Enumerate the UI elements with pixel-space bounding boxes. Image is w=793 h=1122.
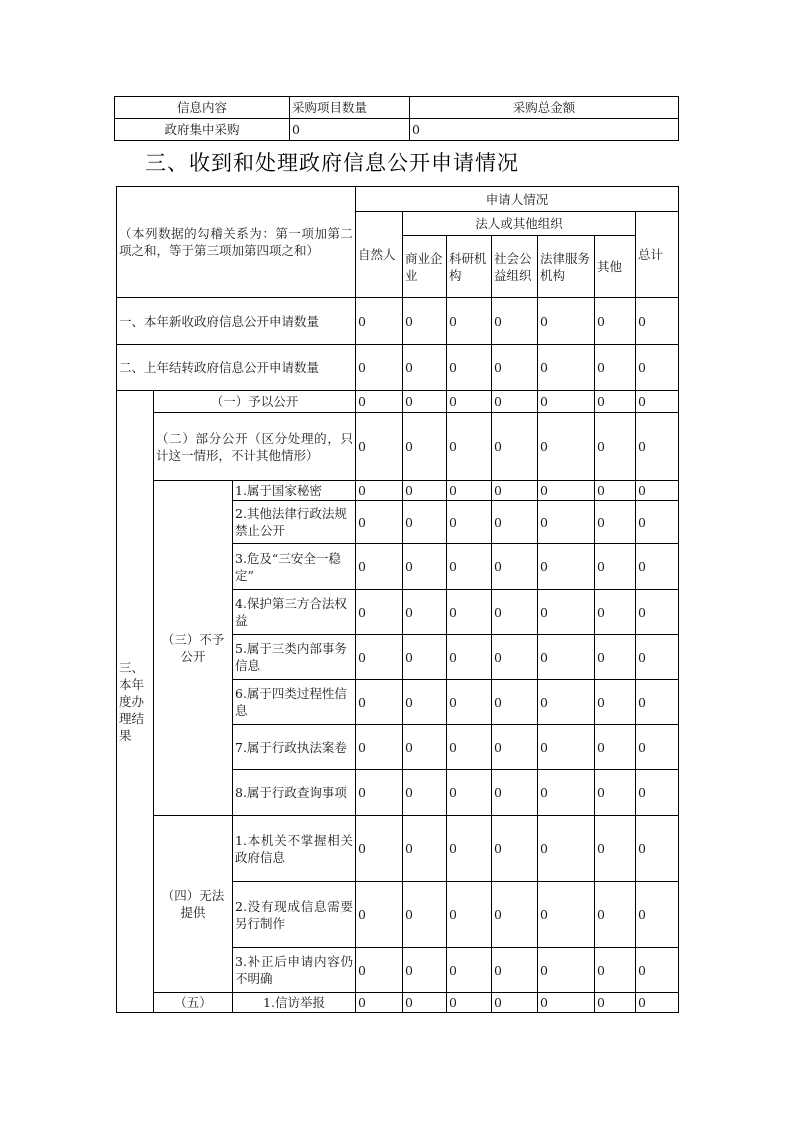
table-row: [117, 345, 679, 391]
cell-value: 0: [492, 413, 538, 481]
cell-value: 0: [538, 882, 595, 948]
cell-value: 0: [636, 298, 679, 345]
unable-reason: 1.本机关不掌握相关政府信息: [233, 816, 356, 882]
not-public-reason: 2.其他法律行政法规禁止公开: [233, 501, 356, 544]
not-public-reason: 6.属于四类过程性信息: [233, 680, 356, 725]
cell-value: 0: [538, 413, 595, 481]
table-row: [117, 816, 679, 882]
not-public-reason: 5.属于三类内部事务信息: [233, 635, 356, 680]
cell-value: 0: [538, 770, 595, 816]
cell-value: 0: [447, 635, 492, 680]
section3-label: 三、本年度办理结果: [117, 391, 154, 1013]
cell-value: 0: [356, 770, 403, 816]
table-row: [117, 391, 679, 413]
five-reason: 1.信访举报: [233, 993, 356, 1013]
cell-value: 0: [636, 481, 679, 501]
application-stats-table: [116, 186, 679, 1013]
cell-value: 0: [636, 501, 679, 544]
cell-value: 0: [636, 882, 679, 948]
cell-value: 0: [636, 413, 679, 481]
cell-value: 0: [595, 680, 636, 725]
cell-value: 0: [447, 590, 492, 635]
cell-value: 0: [538, 816, 595, 882]
cell-value: 0: [403, 816, 447, 882]
row-label-prev: 二、上年结转政府信息公开申请数量: [117, 345, 356, 391]
cell-value: 0: [403, 590, 447, 635]
cell-value: 0: [447, 481, 492, 501]
col-legal-service: 法律服务机构: [538, 236, 595, 298]
cell-value: 0: [447, 948, 492, 993]
cell-value: 0: [595, 391, 636, 413]
cell-value: 0: [636, 770, 679, 816]
cell-value: 0: [356, 725, 403, 770]
row-label-not-public: （三）不予公开: [154, 481, 233, 816]
cell-value: 0: [595, 590, 636, 635]
cell-value: 0: [595, 948, 636, 993]
cell-value: 0: [636, 680, 679, 725]
cell-value: 0: [447, 391, 492, 413]
cell-value: 0: [447, 770, 492, 816]
cell-value: 0: [447, 345, 492, 391]
cell-value: 0: [403, 298, 447, 345]
row-label-new: 一、本年新收政府信息公开申请数量: [117, 298, 356, 345]
cell-value: 0: [356, 413, 403, 481]
cell-value: 0: [492, 882, 538, 948]
unable-reason: 2.没有现成信息需要另行制作: [233, 882, 356, 948]
cell-value: 0: [595, 635, 636, 680]
cell-value: 0: [492, 501, 538, 544]
summary-row-label: 政府集中采购: [115, 119, 290, 141]
cell-value: 0: [356, 680, 403, 725]
col-research: 科研机构: [447, 236, 492, 298]
not-public-reason: 4.保护第三方合法权益: [233, 590, 356, 635]
cell-value: 0: [636, 816, 679, 882]
cell-value: 0: [356, 948, 403, 993]
cell-value: 0: [538, 948, 595, 993]
col-other: 其他: [595, 236, 636, 298]
cell-value: 0: [636, 635, 679, 680]
cell-value: 0: [492, 725, 538, 770]
cell-value: 0: [356, 816, 403, 882]
cell-value: 0: [492, 635, 538, 680]
cell-value: 0: [447, 544, 492, 590]
cell-value: 0: [447, 882, 492, 948]
cell-value: 0: [403, 770, 447, 816]
cell-value: 0: [356, 481, 403, 501]
cell-value: 0: [403, 481, 447, 501]
applicant-header: 申请人情况: [356, 187, 679, 212]
cell-value: 0: [636, 725, 679, 770]
cell-value: 0: [538, 680, 595, 725]
cell-value: 0: [356, 501, 403, 544]
table-row: [117, 481, 679, 501]
summary-header-info: 信息内容: [115, 97, 290, 119]
cell-value: 0: [595, 882, 636, 948]
cell-value: 0: [595, 345, 636, 391]
cell-value: 0: [636, 590, 679, 635]
cell-value: 0: [595, 816, 636, 882]
cell-value: 0: [595, 993, 636, 1013]
row-label-partial: （二）部分公开（区分处理的，只计这一情形，不计其他情形）: [154, 413, 356, 481]
cell-value: 0: [595, 770, 636, 816]
header-row-1: [117, 187, 679, 212]
cell-value: 0: [356, 590, 403, 635]
cell-value: 0: [403, 345, 447, 391]
table-row: [117, 298, 679, 345]
unable-reason: 3.补正后申请内容仍不明确: [233, 948, 356, 993]
col-total: 总计: [636, 212, 679, 298]
cell-value: 0: [403, 993, 447, 1013]
cell-value: 0: [492, 816, 538, 882]
cell-value: 0: [356, 391, 403, 413]
cell-value: 0: [492, 391, 538, 413]
cell-value: 0: [492, 345, 538, 391]
cell-value: 0: [595, 501, 636, 544]
cell-value: 0: [538, 501, 595, 544]
summary-row: [115, 119, 679, 141]
cell-value: 0: [403, 501, 447, 544]
cell-value: 0: [595, 481, 636, 501]
cell-value: 0: [403, 680, 447, 725]
procurement-summary-table: [114, 96, 679, 141]
cell-value: 0: [492, 948, 538, 993]
cell-value: 0: [403, 725, 447, 770]
cell-value: 0: [447, 501, 492, 544]
cell-value: 0: [492, 481, 538, 501]
not-public-reason: 8.属于行政查询事项: [233, 770, 356, 816]
cell-value: 0: [538, 481, 595, 501]
cell-value: 0: [538, 635, 595, 680]
cell-value: 0: [403, 391, 447, 413]
cell-value: 0: [447, 680, 492, 725]
cell-value: 0: [538, 590, 595, 635]
cell-value: 0: [636, 993, 679, 1013]
table-row: [117, 413, 679, 481]
cell-value: 0: [356, 298, 403, 345]
cell-value: 0: [538, 298, 595, 345]
cell-value: 0: [595, 413, 636, 481]
cell-value: 0: [492, 544, 538, 590]
cell-value: 0: [492, 680, 538, 725]
legal-group-header: 法人或其他组织: [403, 212, 636, 236]
cell-value: 0: [356, 635, 403, 680]
cell-value: 0: [403, 413, 447, 481]
table-row: [117, 993, 679, 1013]
cell-value: 0: [447, 816, 492, 882]
summary-header-amount: 采购总金额: [410, 97, 679, 119]
cell-value: 0: [403, 948, 447, 993]
cell-value: 0: [356, 345, 403, 391]
section-title: 三、收到和处理政府信息公开申请情况: [145, 151, 519, 175]
not-public-reason: 7.属于行政执法案卷: [233, 725, 356, 770]
summary-header-count: 采购项目数量: [290, 97, 410, 119]
row-label-public: （一）予以公开: [154, 391, 356, 413]
cell-value: 0: [492, 993, 538, 1013]
cell-value: 0: [492, 298, 538, 345]
row-label-five: （五）: [154, 993, 233, 1013]
cell-value: 0: [636, 391, 679, 413]
cell-value: 0: [403, 635, 447, 680]
cell-value: 0: [447, 993, 492, 1013]
cell-value: 0: [492, 770, 538, 816]
cell-value: 0: [403, 544, 447, 590]
col-natural-person: 自然人: [356, 212, 403, 298]
summary-row-amount: 0: [410, 119, 679, 141]
row-label-unable: （四）无法提供: [154, 816, 233, 993]
cell-value: 0: [356, 882, 403, 948]
col-commercial: 商业企业: [403, 236, 447, 298]
cell-value: 0: [538, 544, 595, 590]
cell-value: 0: [538, 993, 595, 1013]
cell-value: 0: [447, 413, 492, 481]
cell-value: 0: [636, 345, 679, 391]
cell-value: 0: [447, 298, 492, 345]
cell-value: 0: [356, 993, 403, 1013]
cell-value: 0: [538, 345, 595, 391]
cell-value: 0: [595, 298, 636, 345]
cell-value: 0: [538, 391, 595, 413]
cell-value: 0: [595, 544, 636, 590]
cell-value: 0: [595, 725, 636, 770]
cell-value: 0: [356, 544, 403, 590]
cell-value: 0: [447, 725, 492, 770]
summary-row-count: 0: [290, 119, 410, 141]
cell-value: 0: [538, 725, 595, 770]
cell-value: 0: [492, 590, 538, 635]
not-public-reason: 1.属于国家秘密: [233, 481, 356, 501]
cell-value: 0: [403, 882, 447, 948]
not-public-reason: 3.危及“三安全一稳定”: [233, 544, 356, 590]
cell-value: 0: [636, 544, 679, 590]
summary-header-row: [115, 97, 679, 119]
table-note: （本列数据的勾稽关系为：第一项加第二项之和，等于第三项加第四项之和）: [117, 187, 356, 298]
col-public-welfare: 社会公益组织: [492, 236, 538, 298]
cell-value: 0: [636, 948, 679, 993]
